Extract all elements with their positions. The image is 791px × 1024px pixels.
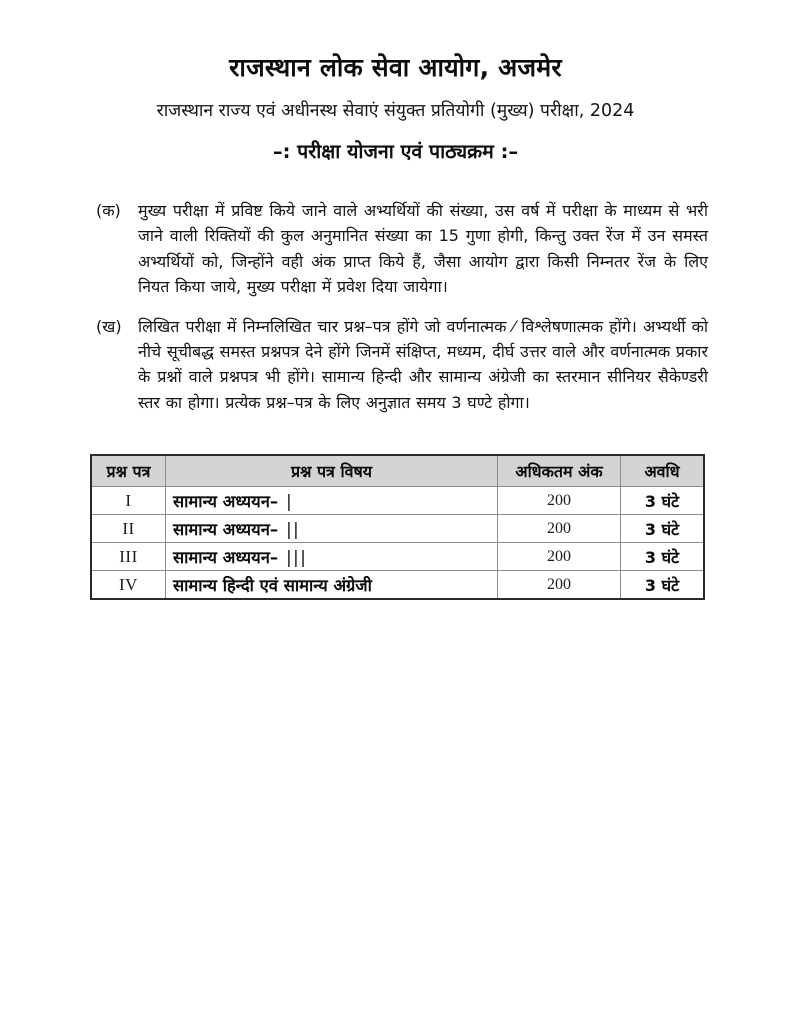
- cell-subject-text: सामान्य अध्ययन–: [173, 520, 279, 539]
- section-title: –: परीक्षा योजना एवं पाठ्यक्रम :–: [272, 140, 519, 163]
- clause-item: [96, 198, 708, 300]
- cell-subject-numeral: ||: [286, 520, 301, 539]
- cell-max-marks: 200: [498, 487, 621, 515]
- cell-subject-text: सामान्य हिन्दी एवं सामान्य अंग्रेजी: [173, 576, 372, 595]
- cell-max-marks: 200: [498, 571, 621, 599]
- exam-name-subtitle: राजस्थान राज्य एवं अधीनस्थ सेवाएं संयुक्त प्रतियोगी (मुख्य) परीक्षा, 2024: [156, 101, 635, 121]
- cell-subject: [166, 515, 498, 543]
- exam-scheme-table: [91, 455, 704, 599]
- cell-subject: [166, 543, 498, 571]
- clause-text: मुख्य परीक्षा में प्रविष्ट किये जाने वाले अभ्यर्थियों की संख्या, उस वर्ष में परीक्षा के माध्यम से भरी जाने वाली रिक्तियों की कुल अनुमानित संख्या का 15 गुणा होगी, किन्तु उक्त रेंज में उन समस्त अभ्यर्थियों को, जिन्होंने वही अंक प्राप्त किये हैं, जैसा आयोग द्वारा किसी निम्नतर रेंज के लिए नियत किया जाये, मुख्य परीक्षा में प्रवेश दिया जायेगा।: [138, 201, 708, 297]
- column-header-subject: प्रश्न पत्र विषय: [166, 456, 498, 487]
- clause-text: लिखित परीक्षा में निम्नलिखित चार प्रश्न–पत्र होंगे जो वर्णनात्मक ⁄ विश्लेषणात्मक होंगे। अभ्यर्थी को नीचे सूचीबद्ध समस्त प्रश्नपत्र देने होंगे जिनमें संक्षिप्त, मध्यम, दीर्घ उत्तर वाले और वर्णनात्मक प्रकार के प्रश्नों वाले प्रश्नपत्र भी होंगे। सामान्य हिन्दी और सामान्य अंग्रेजी का स्तरमान सीनियर सैकेण्डरी स्तर का होगा। प्रत्येक प्रश्न–पत्र के लिए अनुज्ञात समय 3 घण्टे होगा।: [138, 316, 708, 412]
- cell-duration: 3 घंटे: [621, 487, 704, 515]
- clause-list: [96, 198, 708, 429]
- table-row: [92, 515, 704, 543]
- table-row: [92, 571, 704, 599]
- clause-item: [96, 314, 708, 416]
- column-header-paper: प्रश्न पत्र: [92, 456, 166, 487]
- clause-marker: (ख): [96, 316, 122, 336]
- cell-subject-numeral: [372, 576, 380, 595]
- document-header: [60, 52, 731, 166]
- cell-subject-text: सामान्य अध्ययन–: [173, 492, 279, 511]
- cell-paper-number: IV: [92, 571, 166, 599]
- column-header-duration: अवधि: [621, 456, 704, 487]
- cell-max-marks: 200: [498, 543, 621, 571]
- cell-duration: 3 घंटे: [621, 515, 704, 543]
- cell-subject-numeral: |: [286, 492, 294, 511]
- cell-duration: 3 घंटे: [621, 543, 704, 571]
- table-header-row: [92, 456, 704, 487]
- cell-paper-number: III: [92, 543, 166, 571]
- page-title: राजस्थान लोक सेवा आयोग, अजमेर: [229, 53, 562, 82]
- table-row: [92, 543, 704, 571]
- column-header-max-marks: अधिकतम अंक: [498, 456, 621, 487]
- cell-subject: [166, 571, 498, 599]
- cell-subject: [166, 487, 498, 515]
- cell-subject-numeral: |||: [286, 548, 308, 567]
- cell-duration: 3 घंटे: [621, 571, 704, 599]
- table-row: [92, 487, 704, 515]
- cell-paper-number: I: [92, 487, 166, 515]
- cell-subject-text: सामान्य अध्ययन–: [173, 548, 279, 567]
- cell-paper-number: II: [92, 515, 166, 543]
- clause-marker: (क): [96, 201, 121, 220]
- cell-max-marks: 200: [498, 515, 621, 543]
- exam-scheme-table-wrapper: [91, 455, 703, 599]
